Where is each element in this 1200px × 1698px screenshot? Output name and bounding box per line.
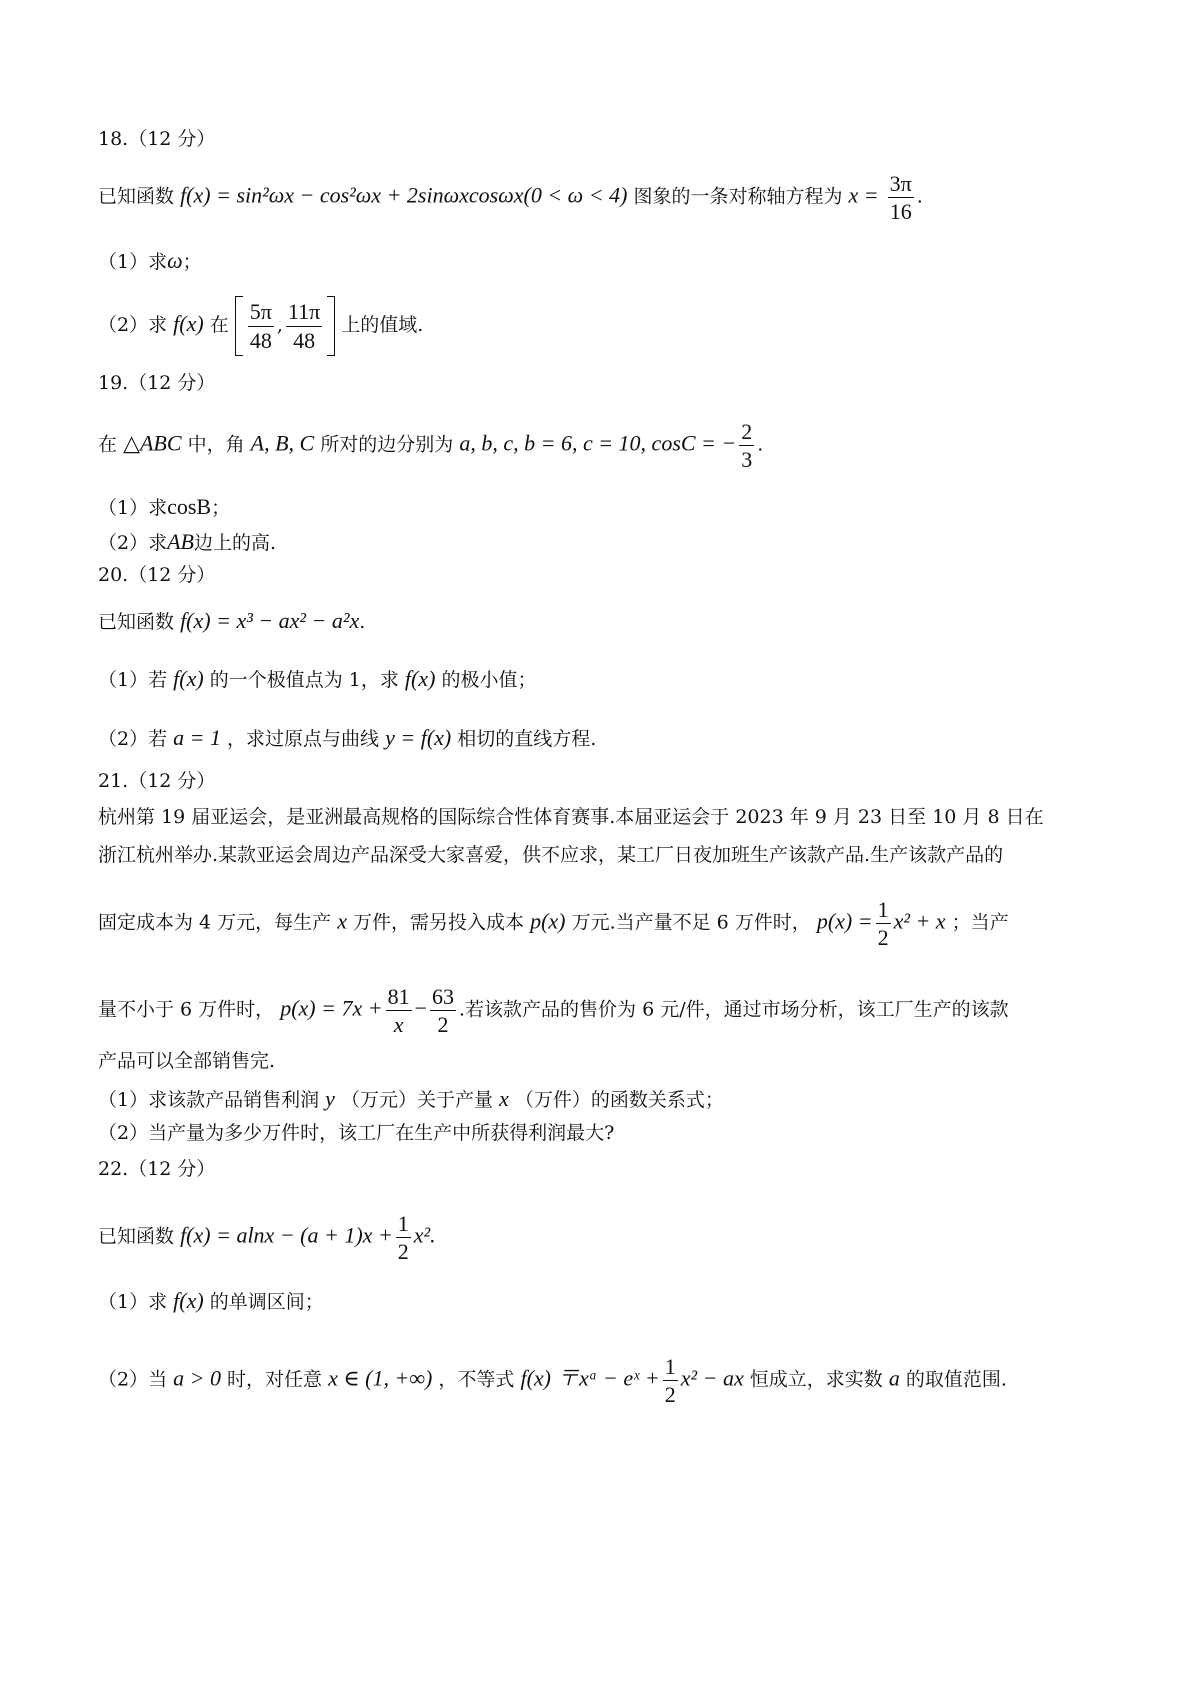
q22-stem-frac-num: 1 (396, 1212, 411, 1238)
q21-line3-frac-num: 1 (876, 898, 891, 924)
q22-part2-i: 恒成立，求实数 (749, 1368, 883, 1391)
q22-part1 (98, 1290, 324, 1312)
q21-line5: 产品可以全部销售完. (98, 1050, 276, 1072)
q19-fraction (739, 420, 754, 471)
q20-part1-a: （1）若 (98, 669, 168, 691)
q20-part2-e: 相切的直线方程. (457, 728, 597, 750)
q21-line1: 杭州第 19 届亚运会，是亚洲最高规格的国际综合性体育赛事.本届亚运会于 2023 年 9 月 23 日至 10 月 8 日在 (98, 806, 1044, 828)
q22-part2-a: （2）当 (98, 1368, 168, 1391)
q22-part2-e: ，不等式 (438, 1368, 515, 1391)
q18-part1-math: ω (167, 248, 183, 273)
q21-line4-f1-den: x (393, 1012, 404, 1038)
q22-part1-a: （1）求 (98, 1291, 168, 1313)
q21-line4-fraction1 (386, 985, 412, 1036)
q20-part2 (98, 727, 596, 749)
left-bracket-icon (235, 296, 243, 356)
q21-part1-c: （万元）关于产量 (340, 1089, 493, 1111)
q22-part2-h: x² − ax (680, 1365, 744, 1391)
q18-part2-in: 在 (209, 314, 229, 336)
right-bracket-icon (327, 296, 335, 356)
q20-part1-d: f(x) (404, 666, 436, 691)
q18-interval-left (248, 300, 274, 351)
q20-part2-d: y = f(x) (385, 725, 452, 750)
q21-line3-g: x² + x (893, 908, 946, 934)
q21-line4-f2-num: 63 (430, 985, 456, 1011)
q22-part2 (98, 1355, 1007, 1406)
q19-stem-b: 中，角 (187, 433, 245, 456)
q22-part2-f: f(x) (520, 1365, 551, 1391)
q20-part1-c: 的一个极值点为 1，求 (209, 669, 399, 691)
q18-part2-math: f(x) (173, 311, 204, 336)
q20-part2-b: a = 1 (173, 725, 221, 750)
q22-part2-g: 〒xᵃ − eˣ + (557, 1365, 660, 1391)
q20-stem-text: 已知函数 (98, 611, 175, 633)
q21-line3-a: 固定成本为 4 万元，每生产 (98, 911, 332, 934)
q19-stem: 在 △ABC 中，角 A, B, C 所对的边分别为 a, b, c, b = 6, c = 10, cosC = − $\frac{2}{3}$ . (98, 419, 764, 473)
q19-part2-math: AB (167, 529, 194, 554)
q21-part1-d: x (499, 1086, 509, 1111)
q18-stem: 已知函数 f(x) = sin²ωx − cos²ωx + 2sinωxcosωx(0 < ω < 4) 图象的一条对称轴方程为 x = $\frac{3\pi}{16}$ . (98, 171, 923, 225)
q19-part2-end: 边上的高. (193, 532, 277, 554)
q18-interval-right (286, 300, 322, 351)
q21-line4-f1-num: 81 (386, 985, 412, 1011)
q19-part1-end: ； (211, 497, 231, 519)
q18-int-a-num: 5π (248, 300, 274, 326)
q18-stem-text1: 已知函数 (98, 185, 175, 208)
q22-part1-c: 的单调区间； (209, 1291, 324, 1313)
q18-part2-text: （2）求 (98, 314, 168, 336)
q22-part2-j: a (888, 1365, 900, 1391)
q20-stem: 已知函数 f(x) = x³ − ax² − a²x. (98, 608, 366, 633)
q19-triangle: △ABC (123, 430, 182, 456)
q21-part1 (98, 1088, 724, 1110)
q18-axis-num: 3π (888, 172, 914, 198)
q21-line3-b: x (337, 908, 347, 934)
q19-header: 19.（12 分） (98, 372, 216, 394)
q19-conditions: a, b, c, b = 6, c = 10, cosC = − (459, 430, 737, 456)
q22-part2-fraction (663, 1355, 678, 1406)
q19-part2-text: （2）求 (98, 532, 168, 554)
q22-part2-frac-den: 2 (664, 1382, 676, 1408)
q21-part1-b: y (325, 1086, 335, 1111)
q19-frac-den: 3 (741, 447, 753, 473)
q20-part1-e: 的极小值； (441, 669, 537, 691)
q18-int-b-den: 48 (293, 327, 316, 353)
q18-int-b-num: 11π (286, 300, 322, 326)
q20-part2-a: （2）若 (98, 728, 168, 750)
q21-line3-d: p(x) (530, 908, 566, 934)
q21-part2: （2）当产量为多少万件时，该工厂在生产中所获得利润最大? (98, 1122, 615, 1144)
q18-part2: （2）求 f(x) 在 $\frac{5\pi}{48}$ , $\frac{11\pi}{48}$ 上的值域. (98, 296, 423, 356)
q20-part1 (98, 668, 537, 690)
q22-stem-fraction (396, 1212, 411, 1263)
q22-stem-c: x². (413, 1222, 436, 1248)
q19-part2 (98, 531, 276, 553)
q20-part1-b: f(x) (173, 666, 204, 691)
q21-line4-f2-den: 2 (437, 1012, 449, 1038)
q22-stem-b: f(x) = alnx − (a + 1)x + (180, 1222, 393, 1248)
q19-part1-text: （1）求 (98, 497, 168, 519)
q18-part2-end: 上的值域. (341, 314, 424, 336)
q21-line4-b: p(x) = 7x + (280, 995, 383, 1021)
q21-line3-h: ；当产 (951, 911, 1009, 934)
q21-line4-fraction2 (430, 985, 456, 1036)
q22-part2-b: a > 0 (173, 1365, 221, 1391)
q21-header: 21.（12 分） (98, 770, 216, 792)
q22-part2-d: x ∈ (1, +∞) (328, 1365, 433, 1391)
q22-header: 22.（12 分） (98, 1158, 216, 1180)
q21-line3-e: 万元.当产量不足 6 万件时， (571, 911, 811, 934)
q21-line4-d: .若该款产品的售价为 6 元/件，通过市场分析，该工厂生产的该款 (459, 998, 1009, 1021)
q19-part1-math: cosB (167, 494, 212, 519)
q21-line4-a: 量不小于 6 万件时， (98, 998, 275, 1021)
q18-header: 18.（12 分） (98, 128, 216, 150)
q22-stem-a: 已知函数 (98, 1225, 175, 1248)
q19-frac-num: 2 (739, 420, 754, 446)
q20-part2-c: ，求过原点与曲线 (227, 728, 380, 750)
q20-header: 20.（12 分） (98, 564, 216, 586)
q22-part2-c: 时，对任意 (227, 1368, 323, 1391)
q21-line3-c: 万件，需另投入成本 (353, 911, 525, 934)
q19-angles: A, B, C (250, 430, 315, 456)
q20-stem-formula: f(x) = x³ − ax² − a²x (180, 608, 360, 633)
q21-part1-e: （万件）的函数关系式； (514, 1089, 724, 1111)
q18-part1 (98, 250, 202, 272)
q21-part1-a: （1）求该款产品销售利润 (98, 1089, 320, 1111)
q18-axis-den: 16 (889, 199, 912, 225)
q18-int-a-den: 48 (249, 327, 272, 353)
q18-axis-fraction (888, 172, 914, 223)
q21-line4 (98, 985, 1009, 1036)
q22-part2-frac-num: 1 (663, 1355, 678, 1381)
q22-stem-frac-den: 2 (397, 1239, 409, 1265)
q18-stem-formula: f(x) = sin²ωx − cos²ωx + 2sinωxcosωx(0 < ω < 4) (180, 182, 628, 208)
q19-stem-d: 所对的边分别为 (320, 433, 454, 456)
q21-line3-frac-den: 2 (877, 925, 889, 951)
q21-line4-c: − (414, 995, 428, 1021)
q21-line2: 浙江杭州举办.某款亚运会周边产品深受大家喜爱，供不应求，某工厂日夜加班生产该款产品.生产该款产品的 (98, 844, 1004, 866)
q21-line3 (98, 898, 1009, 949)
q18-part1-text: （1）求 (98, 251, 168, 273)
q18-part1-end: ； (182, 251, 202, 273)
q22-part1-b: f(x) (173, 1288, 204, 1313)
q21-line3-f: p(x) = (816, 908, 873, 934)
q19-part1 (98, 496, 230, 518)
q21-line3-fraction (876, 898, 891, 949)
q22-part2-k: 的取值范围. (905, 1368, 1007, 1391)
q18-stem-text2: 图象的一条对称轴方程为 (633, 185, 843, 208)
q19-stem-a: 在 (98, 433, 118, 456)
q22-stem (98, 1212, 436, 1263)
